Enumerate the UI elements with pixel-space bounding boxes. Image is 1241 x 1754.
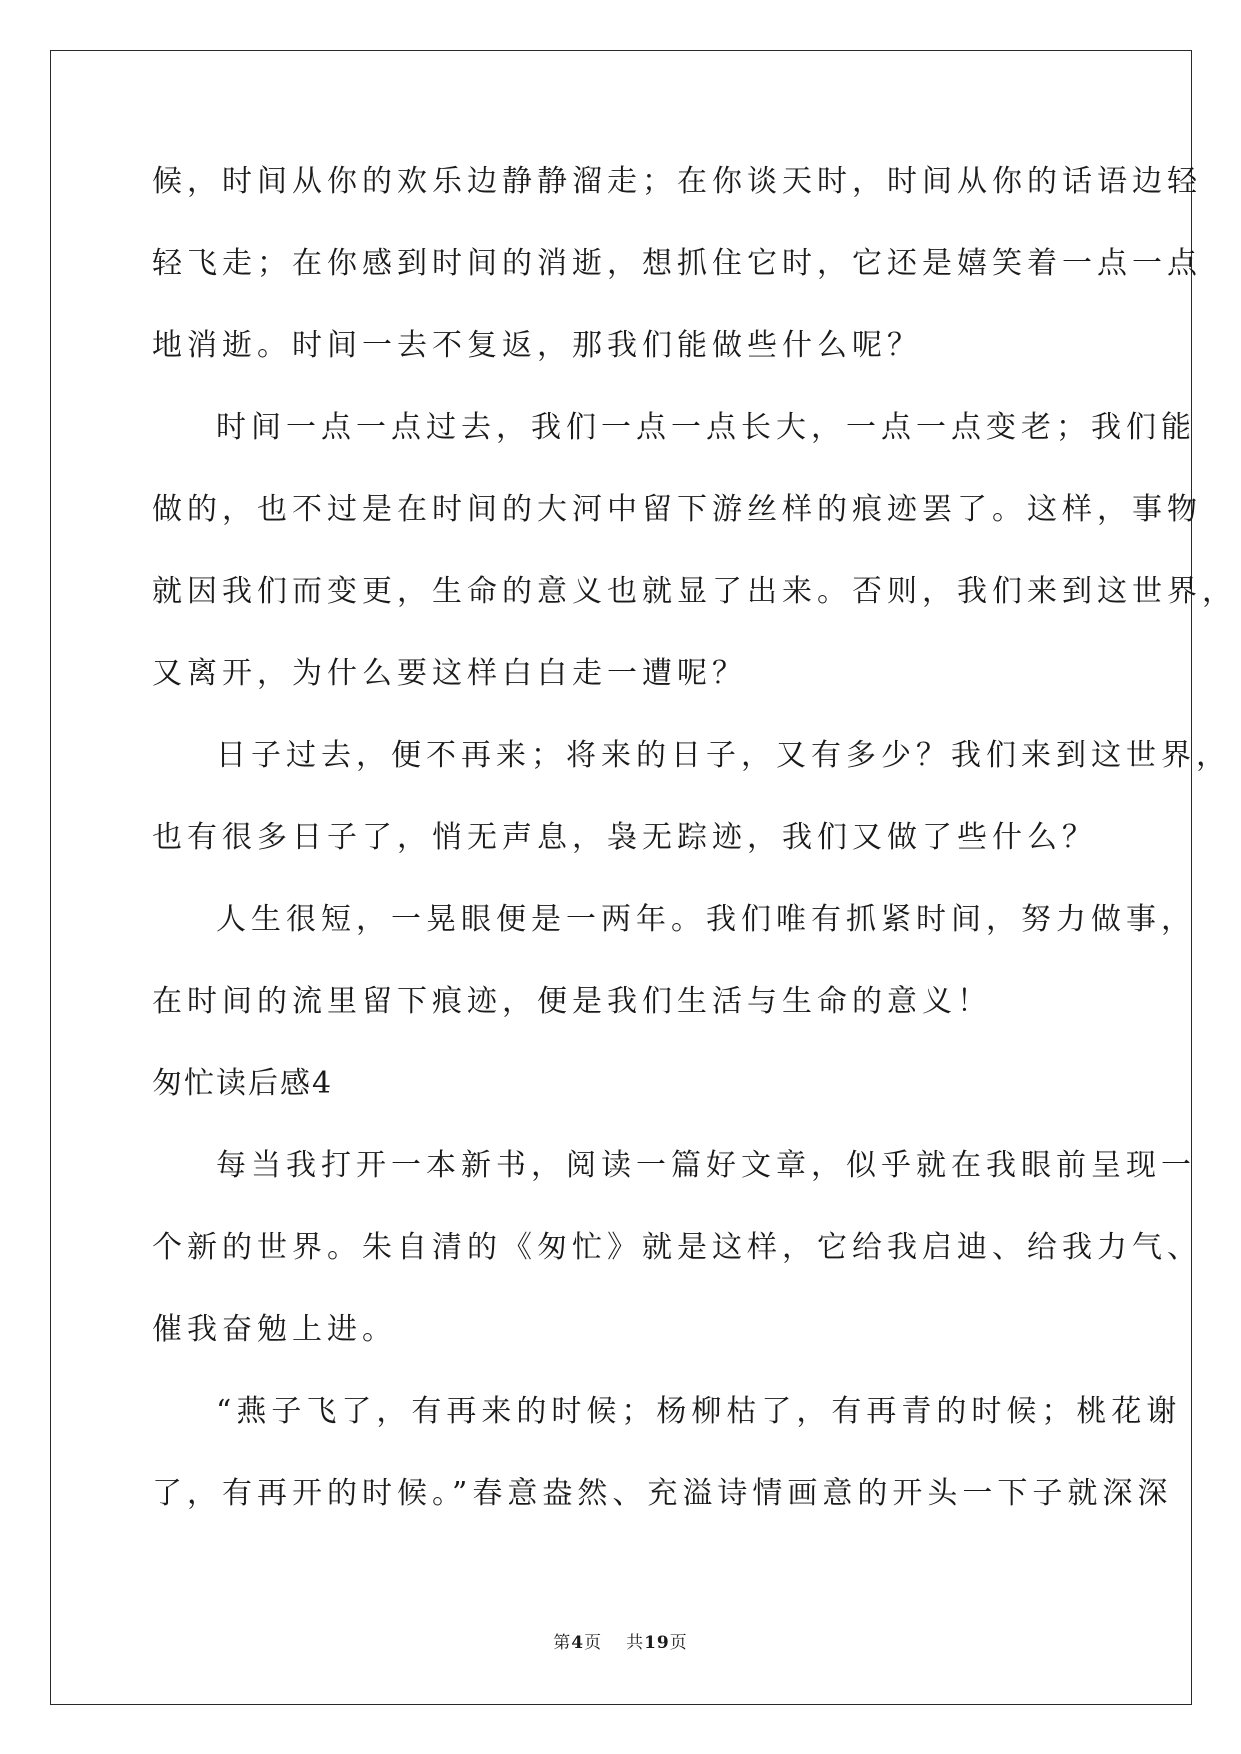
text-line: 又离开，为什么要这样白白走一遭呢？ xyxy=(152,656,747,691)
footer-page-prefix: 第 xyxy=(553,1633,572,1653)
text-line: 做的，也不过是在时间的大河中留下游丝样的痕迹罢了。这样，事物 xyxy=(152,492,1202,527)
section-heading: 匆忙读后感4 xyxy=(152,1066,334,1101)
text-line: 轻飞走；在你感到时间的消逝，想抓住它时，它还是嬉笑着一点一点 xyxy=(152,246,1202,281)
text-line: 地消逝。时间一去不复返，那我们能做些什么呢？ xyxy=(152,328,922,363)
page-footer xyxy=(0,1628,1241,1653)
text-line: 也有很多日子了，悄无声息，袅无踪迹，我们又做了些什么？ xyxy=(152,820,1097,855)
text-line: 催我奋勉上进。 xyxy=(152,1312,397,1347)
paragraph-start-line: 每当我打开一本新书，阅读一篇好文章，似乎就在我眼前呈现一 xyxy=(216,1148,1196,1183)
text-line: 了，有再开的时候。”春意盎然、充溢诗情画意的开头一下子就深深 xyxy=(152,1476,1173,1511)
text-line: 就因我们而变更，生命的意义也就显了出来。否则，我们来到这世界， xyxy=(152,574,1237,609)
footer-total-pages: 19 xyxy=(644,1633,670,1653)
paragraph-start-line: “燕子飞了，有再来的时候；杨柳枯了，有再青的时候；桃花谢 xyxy=(216,1394,1182,1429)
footer-total-suffix: 页 xyxy=(669,1633,688,1653)
document-body xyxy=(152,155,1237,1549)
text-line: 候，时间从你的欢乐边静静溜走；在你谈天时，时间从你的话语边轻 xyxy=(152,164,1202,199)
paragraph-start-line: 日子过去，便不再来；将来的日子，又有多少？我们来到这世界， xyxy=(216,738,1231,773)
footer-page-number: 4 xyxy=(571,1633,585,1653)
footer-page-suffix: 页 xyxy=(584,1633,603,1653)
footer-total-prefix: 共 xyxy=(626,1633,645,1653)
paragraph-start-line: 人生很短，一晃眼便是一两年。我们唯有抓紧时间，努力做事， xyxy=(216,902,1196,937)
text-line: 个新的世界。朱自清的《匆忙》就是这样，它给我启迪、给我力气、 xyxy=(152,1230,1202,1265)
paragraph-start-line: 时间一点一点过去，我们一点一点长大，一点一点变老；我们能 xyxy=(216,410,1196,445)
text-line: 在时间的流里留下痕迹，便是我们生活与生命的意义！ xyxy=(152,984,992,1019)
